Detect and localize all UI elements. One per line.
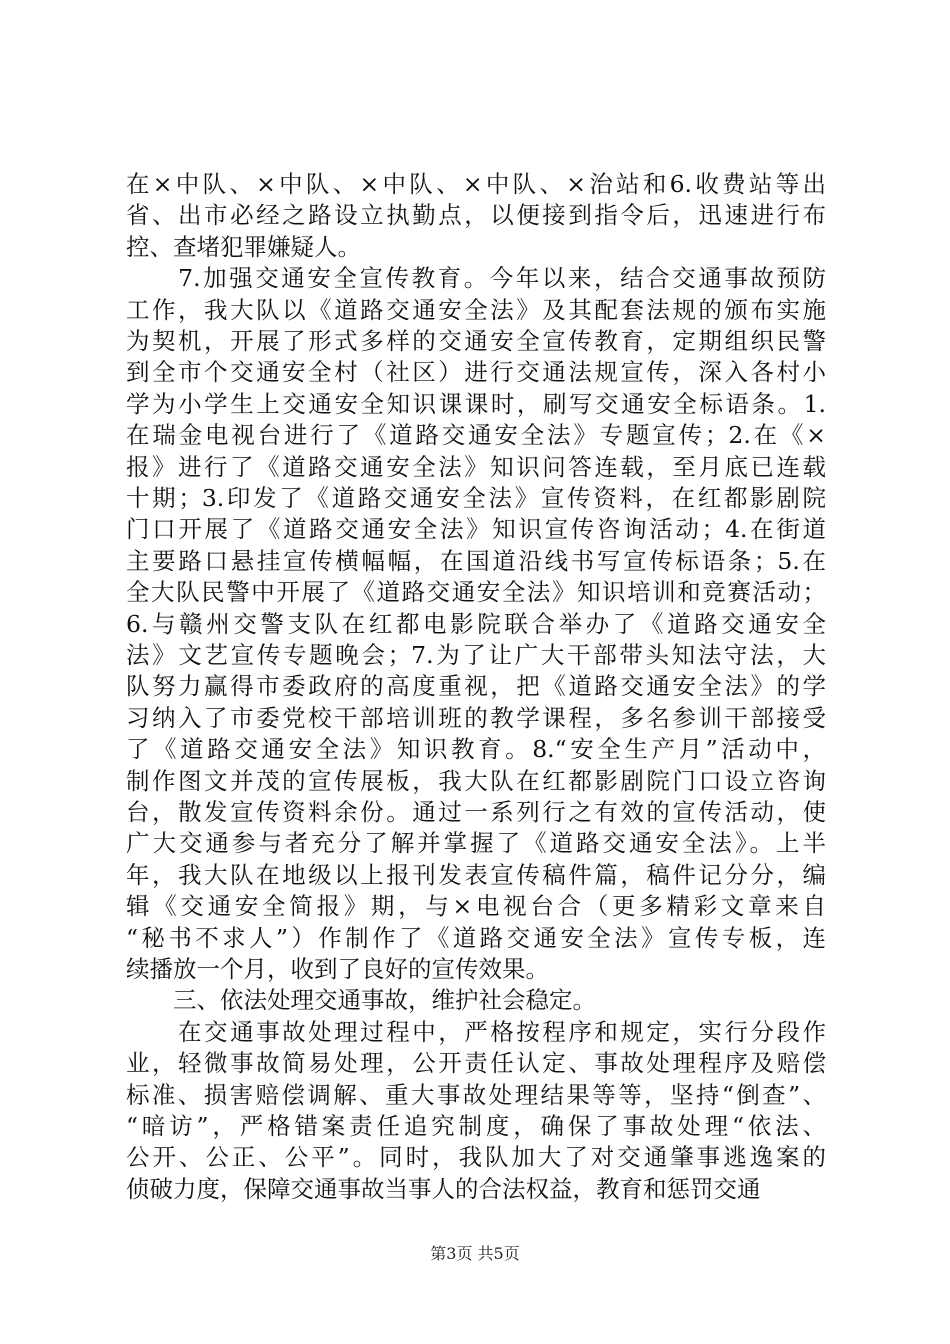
text-line: 法》文艺宣传专题晚会；7.为了让广大干部带头知法守法，大 [126,641,826,669]
page-footer: 第3页 共5页 [430,1244,520,1263]
text-line: 门口开展了《道路交通安全法》知识宣传咨询活动；4.在街道 [126,515,826,543]
text-line: 6.与赣州交警支队在红都电影院联合举办了《道路交通安全 [126,610,826,638]
text-line: “暗访”，严格错案责任追究制度，确保了事故处理“依法、 [126,1112,826,1140]
text-line: 习纳入了市委党校干部培训班的教学课程，多名参训干部接受 [126,704,826,732]
text-line: 在交通事故处理过程中，严格按程序和规定，实行分段作 [126,1018,826,1046]
text-line: 三、依法处理交通事故，维护社会稳定。 [126,986,596,1014]
text-line: 续播放一个月，收到了良好的宣传效果。 [126,955,549,983]
text-line: 为契机，开展了形式多样的交通安全宣传教育，定期组织民警 [126,327,826,355]
text-line: 工作，我大队以《道路交通安全法》及其配套法规的颁布实施 [126,296,826,324]
text-line: 7.加强交通安全宣传教育。今年以来，结合交通事故预防 [126,264,826,292]
text-line: 标准、损害赔偿调解、重大事故处理结果等等，坚持“倒查”、 [126,1081,826,1109]
text-line: 了《道路交通安全法》知识教育。8.“安全生产月”活动中， [126,735,826,763]
text-line: 广大交通参与者充分了解并掌握了《道路交通安全法》。上半 [126,829,826,857]
text-line: 省、出市必经之路设立执勤点，以便接到指令后，迅速进行布 [126,201,826,229]
text-line: 报》进行了《道路交通安全法》知识问答连载，至月底已连载 [126,453,826,481]
text-line: “秘书不求人”）作制作了《道路交通安全法》宣传专板，连 [126,924,826,952]
text-line: 在×中队、×中队、×中队、×中队、×治站和6.收费站等出 [126,170,826,198]
text-line: 公开、公正、公平”。同时，我队加大了对交通肇事逃逸案的 [126,1143,826,1171]
text-line: 主要路口悬挂宣传横幅幅，在国道沿线书写宣传标语条；5.在 [126,547,826,575]
text-line: 在瑞金电视台进行了《道路交通安全法》专题宣传；2.在《× [126,421,826,449]
text-line: 业，轻微事故简易处理，公开责任认定、事故处理程序及赔偿 [126,1049,826,1077]
text-line: 制作图文并茂的宣传展板，我大队在红都影剧院门口设立咨询 [126,767,826,795]
text-line: 十期；3.印发了《道路交通安全法》宣传资料，在红都影剧院 [126,484,826,512]
text-line: 到全市个交通安全村（社区）进行交通法规宣传，深入各村小 [126,358,826,386]
text-line: 队努力赢得市委政府的高度重视，把《道路交通安全法》的学 [126,672,826,700]
text-line: 辑《交通安全简报》期，与×电视台合（更多精彩文章来自 [126,892,826,920]
text-line: 全大队民警中开展了《道路交通安全法》知识培训和竞赛活动； [126,578,826,606]
text-line: 侦破力度，保障交通事故当事人的合法权益，教育和惩罚交通 [126,1175,761,1203]
text-line: 台，散发宣传资料余份。通过一系列行之有效的宣传活动，使 [126,798,826,826]
text-line: 年，我大队在地级以上报刊发表宣传稿件篇，稿件记分分，编 [126,861,826,889]
text-line: 学为小学生上交通安全知识课课时，刷写交通安全标语条。1. [126,390,826,418]
text-line: 控、查堵犯罪嫌疑人。 [126,233,361,261]
